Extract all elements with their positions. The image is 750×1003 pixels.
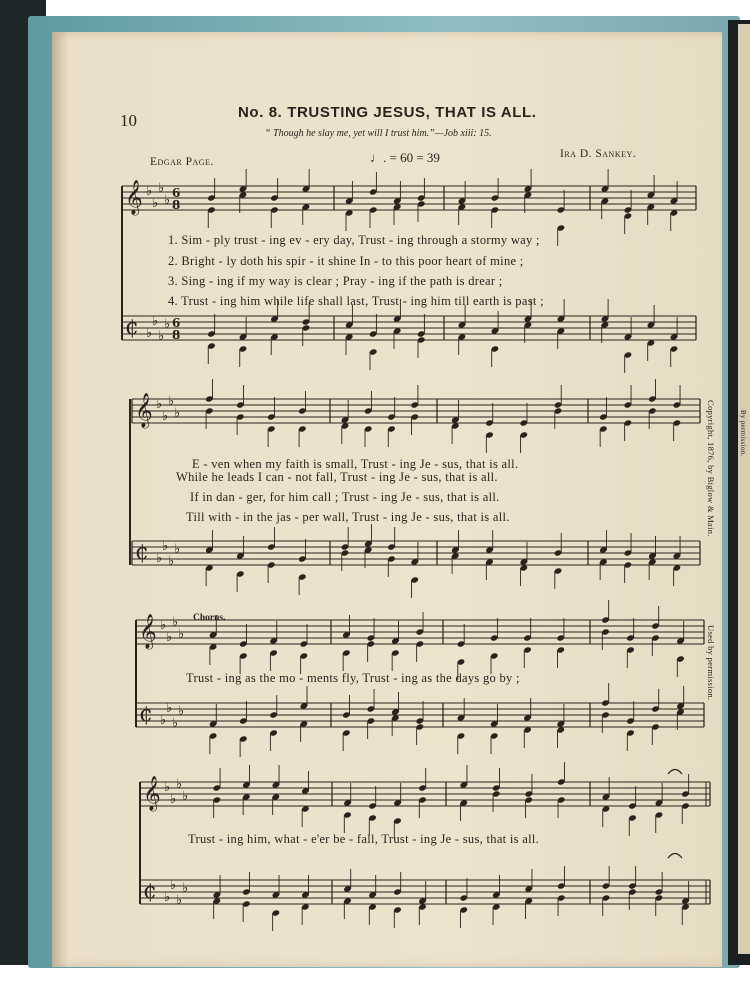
treble-clef: 𝄞 [135,393,153,428]
fermata [668,770,682,775]
flat-sign: ♭ [182,789,189,804]
time-signature: 6 [172,186,181,200]
chorus-label: Chorus. [193,613,226,623]
flat-sign: ♭ [158,329,165,344]
flat-sign: ♭ [164,890,171,905]
flat-sign: ♭ [158,181,165,196]
flat-sign: ♭ [170,792,177,807]
treble-clef: 𝄞 [125,180,143,215]
flat-sign: ♭ [156,397,163,412]
flat-sign: ♭ [178,627,185,642]
lyric-line: 1. Sim - ply trust - ing ev - ery day, Trust - ing through a stormy way ; [168,233,540,247]
flat-sign: ♭ [164,317,171,332]
hymn-title: No. 8. TRUSTING JESUS, THAT IS ALL. [238,104,537,121]
flat-sign: ♭ [166,630,173,645]
flat-sign: ♭ [152,314,159,329]
composer-credit: Ira D. Sankey. [560,148,637,160]
lyric-line: E - ven when my faith is small, Trust - ing Je - sus, that is all. [192,457,519,471]
flat-sign: ♭ [168,554,175,569]
flat-sign: ♭ [164,193,171,208]
flat-sign: ♭ [170,878,177,893]
flat-sign: ♭ [182,881,189,896]
flat-sign: ♭ [174,406,181,421]
lyric-line: Trust - ing him, what - e'er be - fall, Trust - ing Je - sus, that is all. [188,832,540,846]
flat-sign: ♭ [146,184,153,199]
treble-clef: 𝄞 [139,614,157,649]
flat-sign: ♭ [164,780,171,795]
flat-sign: ♭ [160,618,167,633]
bass-clef: ¢ [135,540,149,565]
page-number: 10 [120,111,137,130]
facing-page-note: By permission. [739,410,747,457]
lyric-line: 3. Sing - ing if my way is clear ; Pray - ing if the path is drear ; [168,274,503,288]
bass-clef: ¢ [143,879,157,904]
time-signature: 8 [172,328,181,342]
flat-sign: ♭ [174,542,181,557]
flat-sign: ♭ [166,701,173,716]
flat-sign: ♭ [146,326,153,341]
time-signature: 6 [172,316,181,330]
flat-sign: ♭ [156,551,163,566]
flat-sign: ♭ [172,615,179,630]
flat-sign: ♭ [168,394,175,409]
lyric-line: While he leads I can - not fall, Trust - ing Je - sus, that is all. [176,470,498,484]
flat-sign: ♭ [176,893,183,908]
lyric-line: If in dan - ger, for him call ; Trust - ing Je - sus, that is all. [190,490,500,504]
tempo-marking: ♩. = 60 = 39 [370,150,440,165]
flat-sign: ♭ [162,539,169,554]
lyric-line: 4. Trust - ing him while life shall last, Trust - ing him till earth is past ; [168,294,544,308]
fermata [668,854,682,859]
flat-sign: ♭ [160,713,167,728]
flat-sign: ♭ [162,409,169,424]
flat-sign: ♭ [176,777,183,792]
flat-sign: ♭ [152,196,159,211]
permission-note: Used by permission. [706,625,716,701]
lyric-line: Trust - ing as the mo - ments fly, Trust - ing as the days go by ; [186,671,520,685]
flat-sign: ♭ [172,716,179,731]
epigraph: “ Though he slay me, yet will I trust him.”—Job xiii: 15. [265,128,492,139]
author-credit: Edgar Page. [150,156,214,168]
lyric-line: Till with - in the jas - per wall, Trust - ing Je - sus, that is all. [186,510,510,524]
treble-clef: 𝄞 [143,776,161,811]
time-signature: 8 [172,198,181,212]
flat-sign: ♭ [178,704,185,719]
lyric-line: 2. Bright - ly doth his spir - it shine In - to this poor heart of mine ; [168,254,524,268]
bass-clef: ¢ [139,702,153,727]
copyright-note: Copyright, 1876, by Biglow & Main. [706,400,716,537]
bass-clef: ¢ [125,315,139,340]
